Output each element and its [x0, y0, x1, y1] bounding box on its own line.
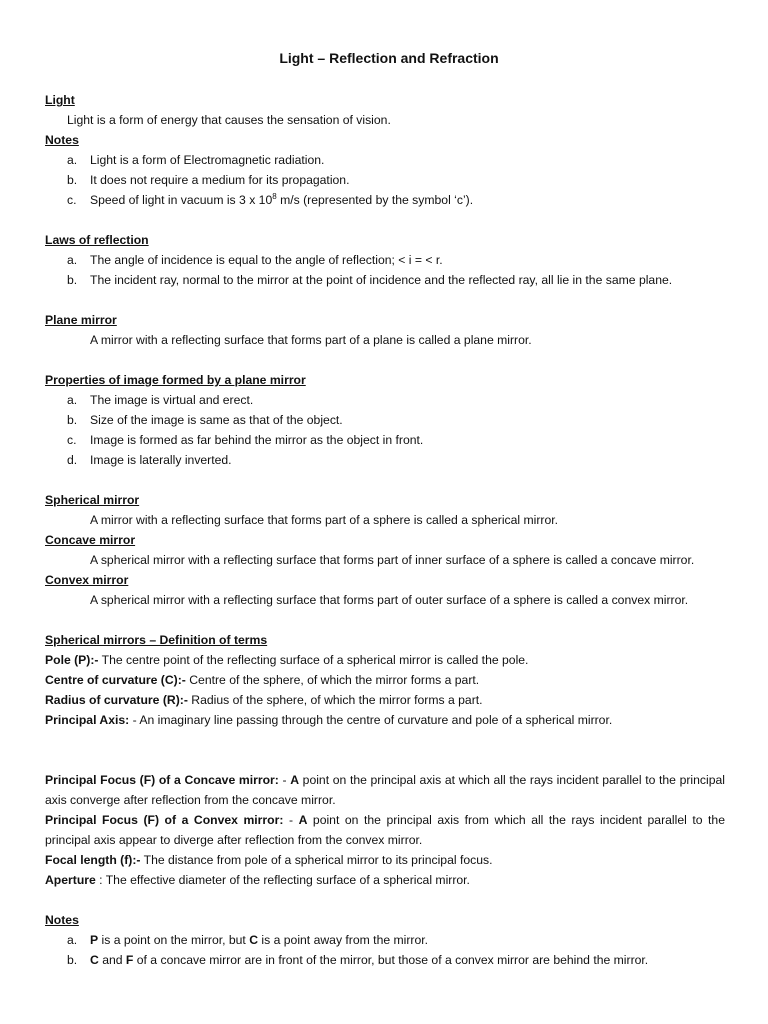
definition-aperture: [45, 870, 725, 890]
bold-symbol: F: [125, 953, 134, 967]
list-item: [45, 390, 725, 410]
list-item: [45, 270, 725, 290]
properties-list: [45, 390, 725, 470]
notes-list: [45, 930, 725, 970]
term-text: point on the principal axis at which all the rays incident parallel to the principal axis converge after reflection from the concave mirror.: [45, 773, 725, 807]
notes-list: [45, 150, 725, 210]
heading-plane-mirror: Plane mirror: [45, 313, 117, 327]
heading-definition-of-terms: Spherical mirrors – Definition of terms: [45, 633, 268, 647]
heading-light: Light: [45, 93, 75, 107]
term-text: point on the principal axis from which all the rays incident parallel to the principal axis appear to diverge after reflection from the convex mirror.: [45, 813, 725, 847]
list-marker: b.: [67, 953, 78, 967]
heading-concave-mirror: Concave mirror: [45, 533, 136, 547]
list-item-text: m/s (represented by the symbol ‘c’).: [276, 193, 474, 207]
list-item: [45, 430, 725, 450]
list-item: [45, 410, 725, 430]
list-marker: a.: [67, 253, 78, 267]
term: Aperture: [45, 873, 96, 887]
definition-principal-focus-convex: [45, 810, 725, 850]
list-marker: c.: [67, 433, 77, 447]
list-item-text: is a point on the mirror, but: [98, 933, 250, 947]
list-item-text: The angle of incidence is equal to the angle of reflection; < i = < r.: [90, 253, 443, 267]
term-text: The distance from pole of a spherical mirror to its principal focus.: [140, 853, 493, 867]
light-definition: Light is a form of energy that causes the sensation of vision.: [67, 113, 391, 127]
list-item-text: Light is a form of Electromagnetic radiation.: [90, 153, 325, 167]
term: Centre of curvature (C):-: [45, 673, 186, 687]
list-marker: a.: [67, 153, 78, 167]
definition-principal-focus-concave: [45, 770, 725, 810]
term-dash: -: [283, 813, 299, 827]
list-marker: a.: [67, 933, 78, 947]
term-text: - An imaginary line passing through the centre of curvature and pole of a spherical mirror.: [129, 713, 613, 727]
list-item: [45, 170, 725, 190]
term-bold-a: A: [290, 773, 300, 787]
list-item-text: It does not require a medium for its propagation.: [90, 173, 350, 187]
list-item-text: The image is virtual and erect.: [90, 393, 254, 407]
document-page: [45, 46, 725, 970]
superscript: 8: [272, 191, 277, 201]
list-item-text: is a point away from the mirror.: [258, 933, 429, 947]
term-bold-a: A: [298, 813, 308, 827]
bold-symbol: C: [249, 933, 259, 947]
heading-properties-plane-mirror: Properties of image formed by a plane mirror: [45, 373, 306, 387]
term: Principal Axis:: [45, 713, 130, 727]
list-marker: c.: [67, 193, 77, 207]
list-marker: b.: [67, 273, 78, 287]
concave-mirror-definition: A spherical mirror with a reflecting surface that forms part of inner surface of a sphere is called a concave mirror.: [90, 553, 695, 567]
convex-mirror-definition: A spherical mirror with a reflecting surface that forms part of outer surface of a sphere is called a convex mirror.: [90, 593, 689, 607]
heading-spherical-mirror: Spherical mirror: [45, 493, 140, 507]
heading-notes: Notes: [45, 133, 79, 147]
list-item-text: and: [98, 953, 126, 967]
bold-symbol: C: [90, 953, 99, 967]
list-item-text: of a concave mirror are in front of the mirror, but those of a convex mirror are behind the mirror.: [133, 953, 649, 967]
plane-mirror-definition: A mirror with a reflecting surface that forms part of a plane is called a plane mirror.: [90, 333, 532, 347]
list-item: [45, 930, 725, 950]
spherical-mirror-definition: A mirror with a reflecting surface that forms part of a sphere is called a spherical mirror.: [90, 513, 559, 527]
list-item: [45, 450, 725, 470]
term: Focal length (f):-: [45, 853, 141, 867]
heading-laws-of-reflection: Laws of reflection: [45, 233, 149, 247]
list-item-text: Speed of light in vacuum is 3 x 10: [90, 193, 273, 207]
list-item: [45, 250, 725, 270]
term-text: Centre of the sphere, of which the mirror forms a part.: [185, 673, 480, 687]
laws-list: [45, 250, 725, 290]
definition-focal-length: [45, 850, 725, 870]
list-item: [45, 190, 725, 210]
definition-centre-of-curvature: [45, 670, 725, 690]
bold-symbol: P: [90, 933, 99, 947]
definition-radius-of-curvature: [45, 690, 725, 710]
heading-notes: Notes: [45, 913, 79, 927]
definition-pole: [45, 650, 725, 670]
definition-principal-axis: [45, 710, 725, 730]
document-title: Light – Reflection and Refraction: [279, 50, 499, 66]
term: Principal Focus (F) of a Concave mirror:: [45, 773, 279, 787]
list-marker: b.: [67, 413, 78, 427]
list-marker: d.: [67, 453, 78, 467]
list-marker: b.: [67, 173, 78, 187]
term-text: Radius of the sphere, of which the mirror forms a part.: [187, 693, 483, 707]
term-dash: -: [278, 773, 291, 787]
list-item-text: Image is laterally inverted.: [90, 453, 232, 467]
list-marker: a.: [67, 393, 78, 407]
term: Principal Focus (F) of a Convex mirror:: [45, 813, 284, 827]
list-item-text: Image is formed as far behind the mirror as the object in front.: [90, 433, 424, 447]
term-text: : The effective diameter of the reflecting surface of a spherical mirror.: [95, 873, 470, 887]
heading-convex-mirror: Convex mirror: [45, 573, 129, 587]
term: Radius of curvature (R):-: [45, 693, 188, 707]
list-item-text: The incident ray, normal to the mirror at the point of incidence and the reflected ray, all lie in the same plane.: [90, 273, 673, 287]
term: Pole (P):-: [45, 653, 99, 667]
list-item: [45, 950, 725, 970]
list-item: [45, 150, 725, 170]
term-text: The centre point of the reflecting surface of a spherical mirror is called the pole.: [98, 653, 529, 667]
list-item-text: Size of the image is same as that of the object.: [90, 413, 343, 427]
